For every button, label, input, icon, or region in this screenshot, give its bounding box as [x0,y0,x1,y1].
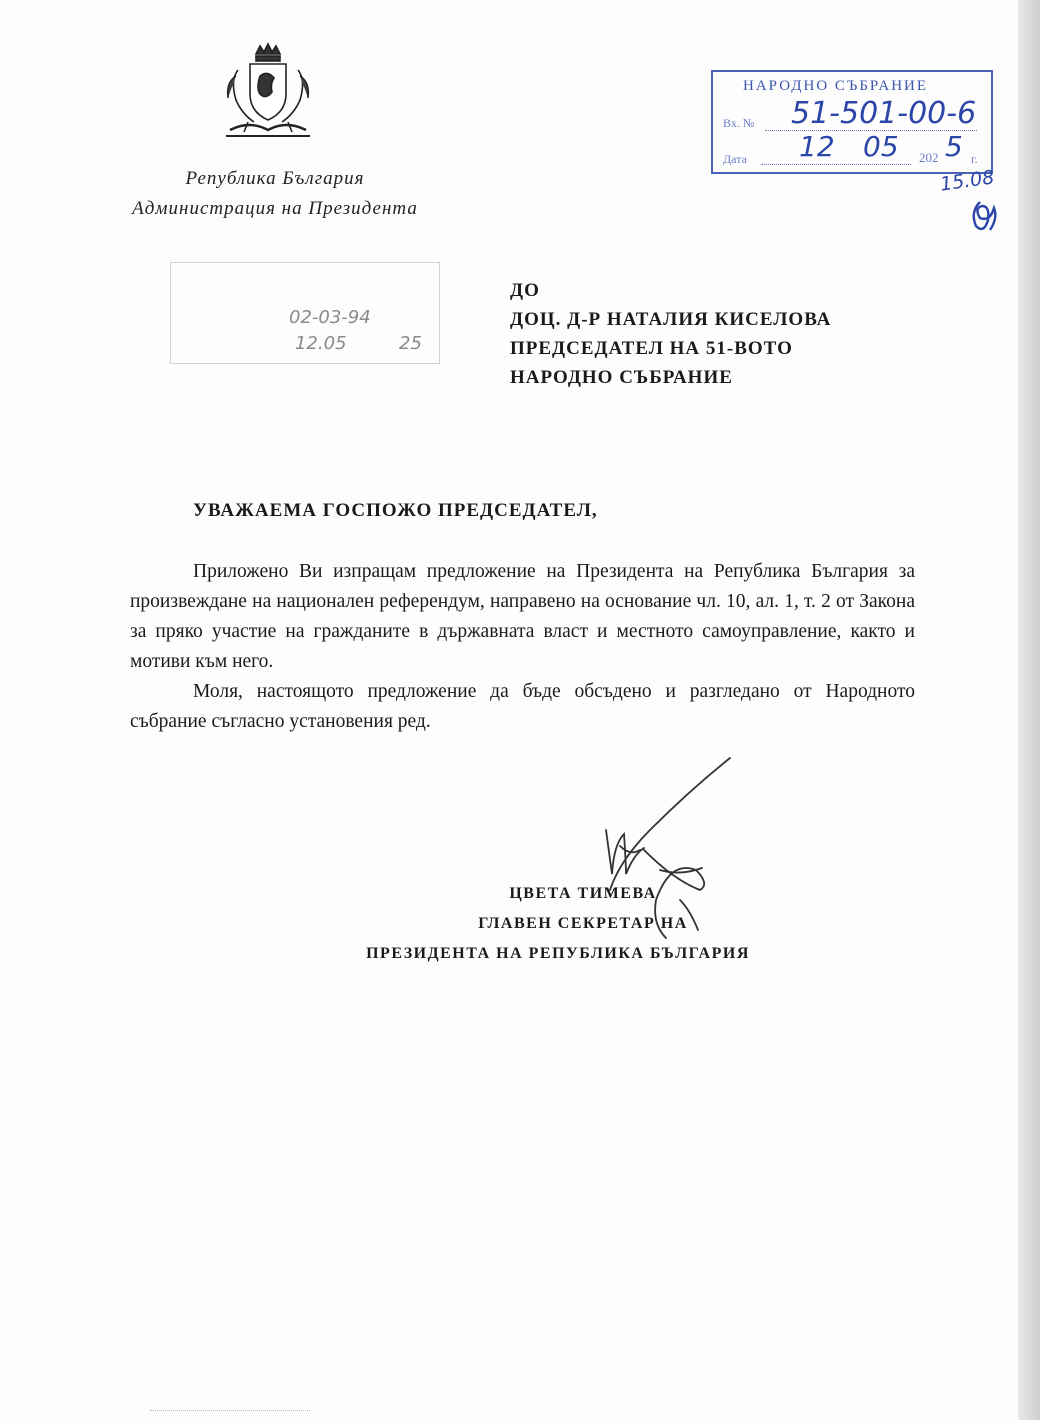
recipient-line-3: ПРЕДСЕДАТЕЛ НА 51-ВОТО [510,338,793,359]
letter-body [130,557,915,737]
signatory-position-2: ПРЕЗИДЕНТА НА РЕПУБЛИКА БЪЛГАРИЯ [366,945,750,962]
recipient-line-4: НАРОДНО СЪБРАНИЕ [510,367,733,388]
date-label: Дата [723,152,747,166]
salutation: УВАЖАЕМА ГОСПОЖО ПРЕДСЕДАТЕЛ, [193,500,598,521]
scan-edge [1018,0,1040,1420]
footer-mark [150,1410,310,1414]
outgoing-registration-stamp [170,262,440,364]
recipient-line-2: ДОЦ. Д-Р НАТАЛИЯ КИСЕЛОВА [510,309,832,330]
date-month-handwritten: 05 [863,130,899,163]
coat-of-arms-emblem [208,40,328,150]
organization-line-2: Администрация на Президента [132,198,418,219]
incoming-registration-stamp [711,70,993,174]
year-suffix: г. [971,152,978,166]
recipient-line-1: ДО [510,280,540,301]
initials-mark-icon [966,196,1006,236]
reg-number-handwritten: 51-501-00-6 [791,96,977,131]
reg-number-label: Вх. № [723,116,755,130]
date-year-printed: 202 [919,150,939,165]
stamp-title: НАРОДНО СЪБРАНИЕ [743,78,929,94]
organization-line-1: Република България [185,168,365,189]
date-day-handwritten: 12 [799,130,835,163]
outgoing-date-handwritten: 12.05 [295,333,347,354]
date-year-handwritten: 5 [945,130,963,163]
recipient-block [510,276,831,392]
outgoing-number-handwritten: 02-03-94 [289,307,371,328]
paragraph-2: Моля, настоящото предложение да бъде обсъдено и разгледано от Народното събрание съгласно установения ред. [130,681,915,732]
outgoing-year-handwritten: 25 [399,333,422,354]
signatory-position-1: ГЛАВЕН СЕКРЕТАР НА [478,915,688,932]
signatory-name: ЦВЕТА ТИМЕВА [509,885,657,902]
handwritten-note: 15.08 [938,166,996,196]
paragraph-1: Приложено Ви изпращам предложение на Президента на Република България за произвеждане на национален референдум, направено на основание чл. 10, ал. 1, т. 2 от Закона за пряко участие на гражданите в държавната власт и местното самоуправление, както и мотиви към него. [130,561,915,672]
